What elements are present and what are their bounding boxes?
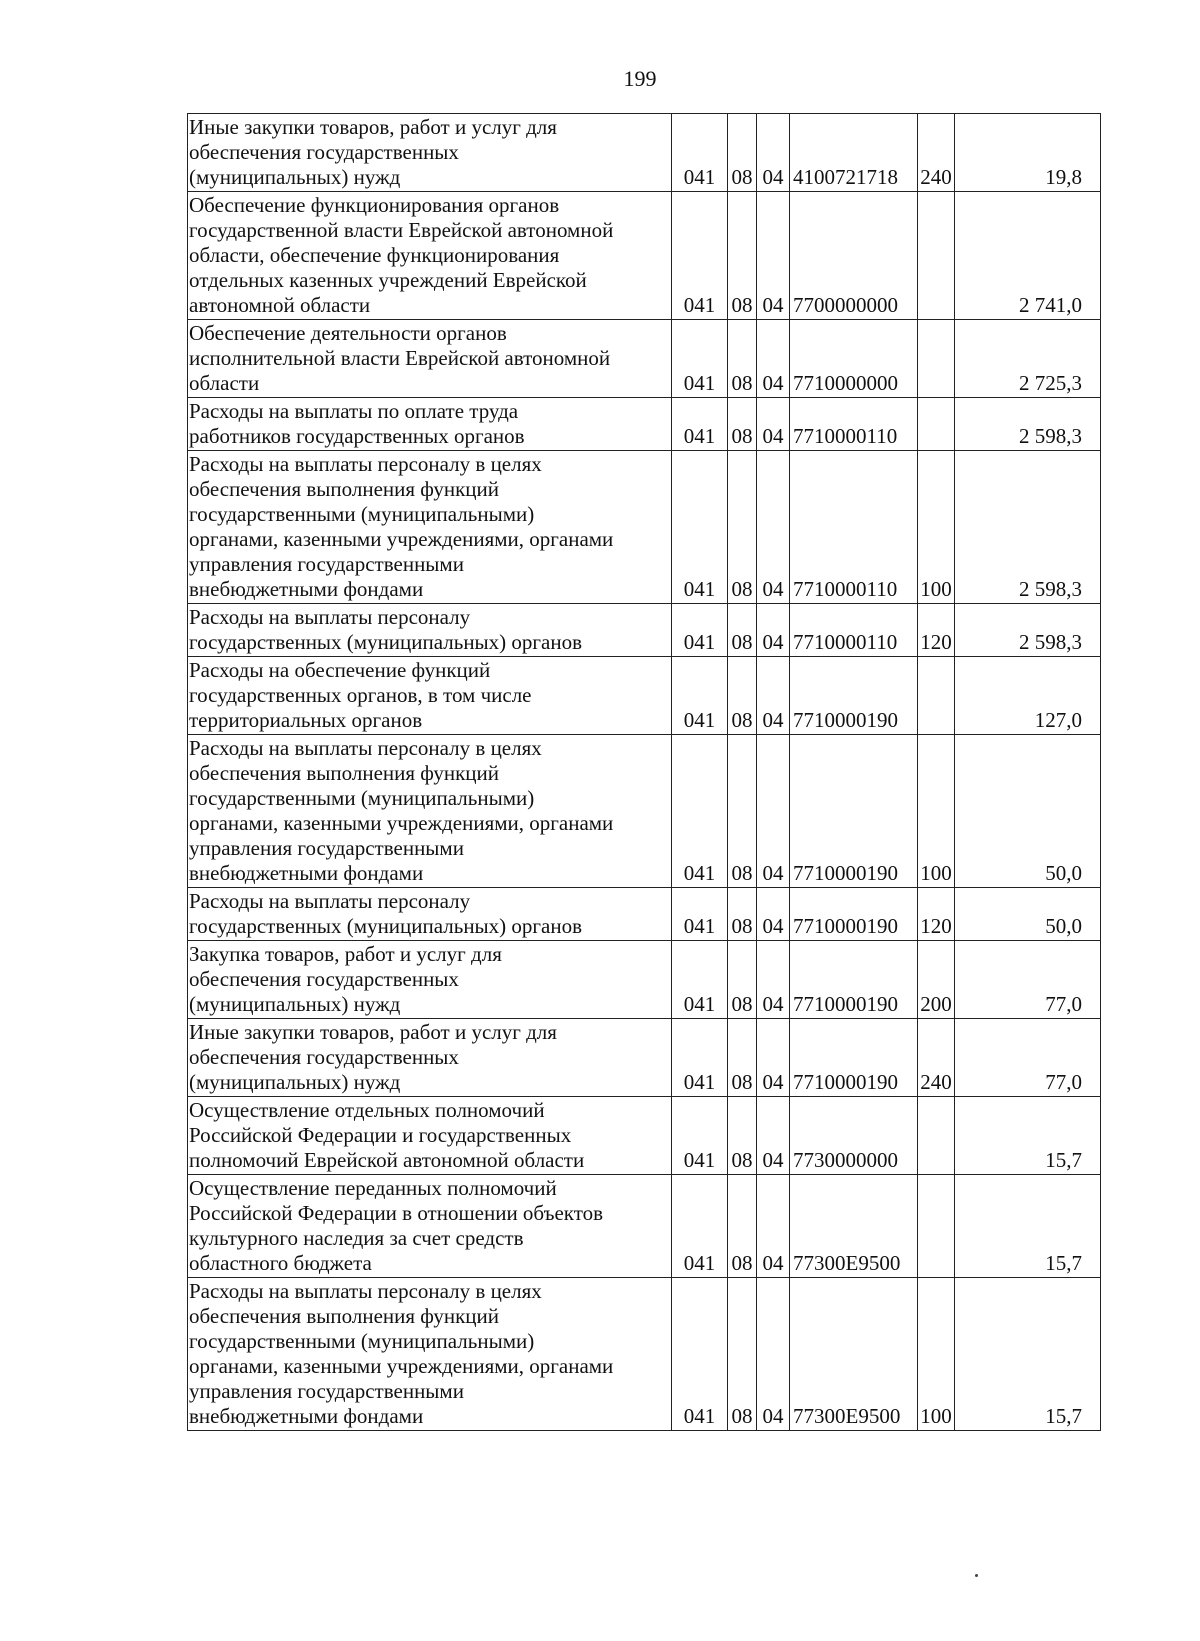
table-row xyxy=(188,451,1101,604)
table-row xyxy=(188,1278,1101,1431)
subsection-code-cell: 04 xyxy=(757,888,790,941)
subsection-code-cell: 04 xyxy=(757,192,790,320)
expense-type-cell: 240 xyxy=(918,1019,955,1097)
table-row xyxy=(188,941,1101,1019)
expense-name-cell: Расходы на выплаты персоналу государственных (муниципальных) органов xyxy=(188,604,672,657)
target-article-cell: 7710000190 xyxy=(790,735,918,888)
subsection-code-cell: 04 xyxy=(757,451,790,604)
subsection-code-cell: 04 xyxy=(757,398,790,451)
amount-cell: 2 598,3 xyxy=(955,398,1101,451)
expense-name-cell: Расходы на обеспечение функций государственных органов, в том числе территориальных органов xyxy=(188,657,672,735)
expense-name-cell: Расходы на выплаты персоналу в целях обеспечения выполнения функций государственными (муниципальными) органами, казенными учреждениями, органами управления государственными внебюджетными фондами xyxy=(188,1278,672,1431)
expense-type-cell xyxy=(918,1175,955,1278)
section-code-cell: 08 xyxy=(728,735,757,888)
amount-cell: 50,0 xyxy=(955,735,1101,888)
amount-cell: 50,0 xyxy=(955,888,1101,941)
budget-table xyxy=(187,113,1101,1431)
ministry-code-cell: 041 xyxy=(672,657,728,735)
table-row xyxy=(188,1019,1101,1097)
amount-cell: 15,7 xyxy=(955,1278,1101,1431)
section-code-cell: 08 xyxy=(728,1019,757,1097)
subsection-code-cell: 04 xyxy=(757,114,790,192)
section-code-cell: 08 xyxy=(728,1175,757,1278)
table-body xyxy=(188,114,1101,1431)
expense-name-cell: Иные закупки товаров, работ и услуг для обеспечения государственных (муниципальных) нужд xyxy=(188,1019,672,1097)
target-article-cell: 7710000110 xyxy=(790,451,918,604)
ministry-code-cell: 041 xyxy=(672,1278,728,1431)
ministry-code-cell: 041 xyxy=(672,192,728,320)
amount-cell: 2 741,0 xyxy=(955,192,1101,320)
table-row xyxy=(188,1175,1101,1278)
table-row xyxy=(188,604,1101,657)
target-article-cell: 77300Е9500 xyxy=(790,1175,918,1278)
amount-cell: 2 598,3 xyxy=(955,604,1101,657)
amount-cell: 2 598,3 xyxy=(955,451,1101,604)
target-article-cell: 7710000190 xyxy=(790,657,918,735)
ministry-code-cell: 041 xyxy=(672,398,728,451)
expense-type-cell xyxy=(918,192,955,320)
expense-type-cell xyxy=(918,657,955,735)
ministry-code-cell: 041 xyxy=(672,1175,728,1278)
amount-cell: 127,0 xyxy=(955,657,1101,735)
table-row xyxy=(188,114,1101,192)
section-code-cell: 08 xyxy=(728,451,757,604)
expense-type-cell: 100 xyxy=(918,735,955,888)
target-article-cell: 7710000190 xyxy=(790,1019,918,1097)
expense-name-cell: Обеспечение деятельности органов исполнительной власти Еврейской автономной области xyxy=(188,320,672,398)
table-row xyxy=(188,888,1101,941)
ministry-code-cell: 041 xyxy=(672,114,728,192)
expense-name-cell: Иные закупки товаров, работ и услуг для обеспечения государственных (муниципальных) нужд xyxy=(188,114,672,192)
expense-type-cell xyxy=(918,398,955,451)
subsection-code-cell: 04 xyxy=(757,941,790,1019)
expense-type-cell: 120 xyxy=(918,888,955,941)
table-row xyxy=(188,735,1101,888)
subsection-code-cell: 04 xyxy=(757,735,790,888)
subsection-code-cell: 04 xyxy=(757,1278,790,1431)
section-code-cell: 08 xyxy=(728,888,757,941)
expense-name-cell: Закупка товаров, работ и услуг для обеспечения государственных (муниципальных) нужд xyxy=(188,941,672,1019)
table-row xyxy=(188,320,1101,398)
amount-cell: 2 725,3 xyxy=(955,320,1101,398)
section-code-cell: 08 xyxy=(728,320,757,398)
expense-name-cell: Осуществление переданных полномочий Российской Федерации в отношении объектов культурного наследия за счет средств областного бюджета xyxy=(188,1175,672,1278)
table-row xyxy=(188,1097,1101,1175)
subsection-code-cell: 04 xyxy=(757,657,790,735)
subsection-code-cell: 04 xyxy=(757,604,790,657)
target-article-cell: 7700000000 xyxy=(790,192,918,320)
section-code-cell: 08 xyxy=(728,114,757,192)
target-article-cell: 7710000190 xyxy=(790,941,918,1019)
amount-cell: 15,7 xyxy=(955,1175,1101,1278)
expense-type-cell: 100 xyxy=(918,1278,955,1431)
section-code-cell: 08 xyxy=(728,1278,757,1431)
target-article-cell: 7710000190 xyxy=(790,888,918,941)
expense-name-cell: Осуществление отдельных полномочий Российской Федерации и государственных полномочий Еврейской автономной области xyxy=(188,1097,672,1175)
section-code-cell: 08 xyxy=(728,1097,757,1175)
target-article-cell: 4100721718 xyxy=(790,114,918,192)
ministry-code-cell: 041 xyxy=(672,941,728,1019)
amount-cell: 77,0 xyxy=(955,941,1101,1019)
expense-type-cell xyxy=(918,320,955,398)
table-row xyxy=(188,398,1101,451)
subsection-code-cell: 04 xyxy=(757,320,790,398)
expense-name-cell: Обеспечение функционирования органов государственной власти Еврейской автономной области, обеспечение функционирования отдельных казенных учреждений Еврейской автономной области xyxy=(188,192,672,320)
section-code-cell: 08 xyxy=(728,657,757,735)
ministry-code-cell: 041 xyxy=(672,451,728,604)
table-row xyxy=(188,192,1101,320)
section-code-cell: 08 xyxy=(728,398,757,451)
scan-speck xyxy=(975,1574,978,1577)
expense-type-cell xyxy=(918,1097,955,1175)
subsection-code-cell: 04 xyxy=(757,1097,790,1175)
subsection-code-cell: 04 xyxy=(757,1019,790,1097)
expense-name-cell: Расходы на выплаты персоналу государственных (муниципальных) органов xyxy=(188,888,672,941)
table-row xyxy=(188,657,1101,735)
section-code-cell: 08 xyxy=(728,604,757,657)
subsection-code-cell: 04 xyxy=(757,1175,790,1278)
section-code-cell: 08 xyxy=(728,192,757,320)
expense-name-cell: Расходы на выплаты персоналу в целях обеспечения выполнения функций государственными (муниципальными) органами, казенными учреждениями, органами управления государственными внебюджетными фондами xyxy=(188,451,672,604)
target-article-cell: 7710000000 xyxy=(790,320,918,398)
target-article-cell: 7710000110 xyxy=(790,398,918,451)
amount-cell: 77,0 xyxy=(955,1019,1101,1097)
ministry-code-cell: 041 xyxy=(672,1097,728,1175)
ministry-code-cell: 041 xyxy=(672,735,728,888)
amount-cell: 19,8 xyxy=(955,114,1101,192)
expense-name-cell: Расходы на выплаты по оплате труда работников государственных органов xyxy=(188,398,672,451)
amount-cell: 15,7 xyxy=(955,1097,1101,1175)
expense-type-cell: 240 xyxy=(918,114,955,192)
target-article-cell: 7730000000 xyxy=(790,1097,918,1175)
expense-name-cell: Расходы на выплаты персоналу в целях обеспечения выполнения функций государственными (муниципальными) органами, казенными учреждениями, органами управления государственными внебюджетными фондами xyxy=(188,735,672,888)
expense-type-cell: 120 xyxy=(918,604,955,657)
ministry-code-cell: 041 xyxy=(672,1019,728,1097)
ministry-code-cell: 041 xyxy=(672,320,728,398)
expense-type-cell: 200 xyxy=(918,941,955,1019)
expense-type-cell: 100 xyxy=(918,451,955,604)
section-code-cell: 08 xyxy=(728,941,757,1019)
target-article-cell: 7710000110 xyxy=(790,604,918,657)
ministry-code-cell: 041 xyxy=(672,604,728,657)
target-article-cell: 77300Е9500 xyxy=(790,1278,918,1431)
page-number: 199 xyxy=(623,66,657,91)
ministry-code-cell: 041 xyxy=(672,888,728,941)
